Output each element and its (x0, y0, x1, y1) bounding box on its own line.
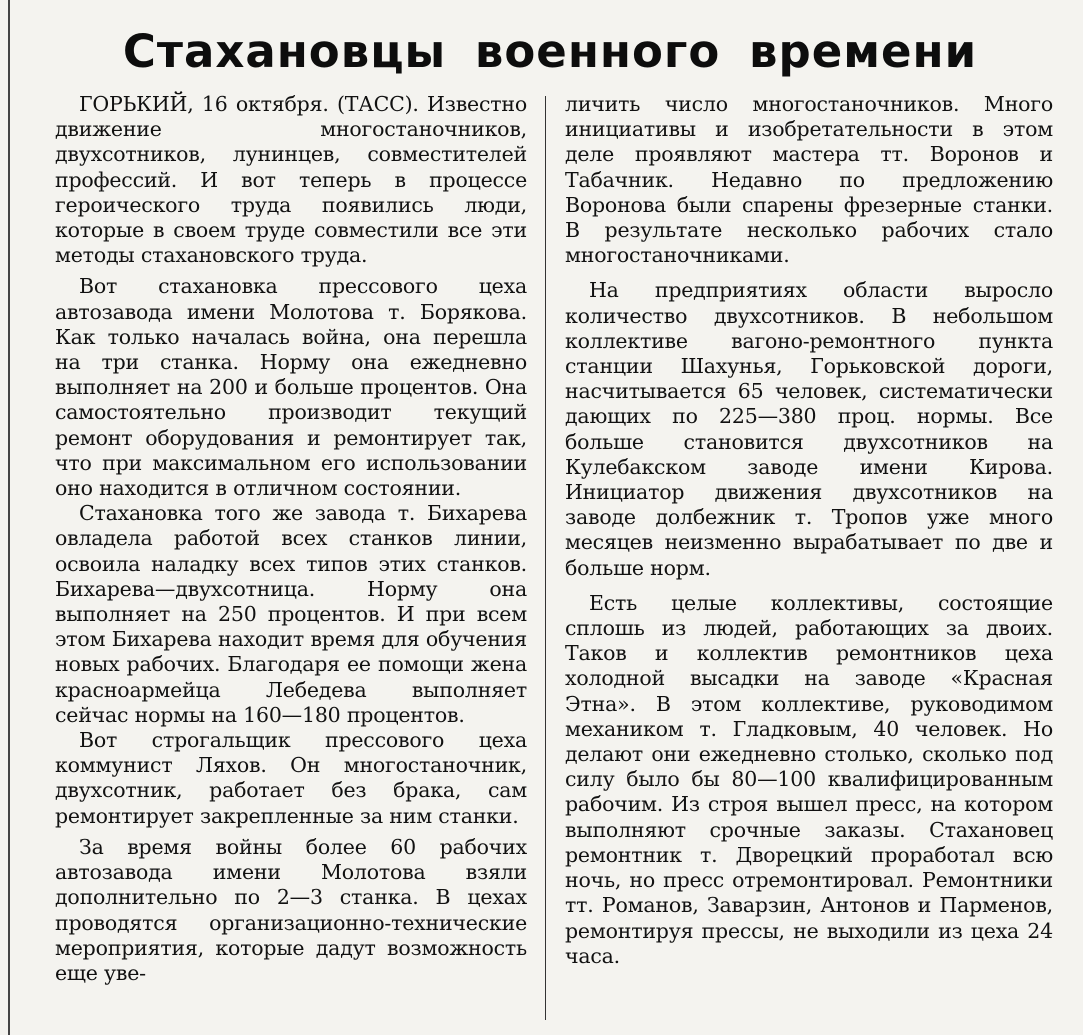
paragraph: На предприятиях области выросло количество двухсотников. В небольшом коллективе вагоно-ремонтного пункта станции Шахунья, Горьковской дороги, насчитывается 65 человек, систематически дающих по 225—380 проц. нормы. Все больше становится двухсотников на Кулебакском заводе имени Кирова. Инициатор движения двухсотников на заводе долбежник т. Тропов уже много месяцев неизменно вырабатывает по две и больше норм. (565, 278, 1053, 580)
article-column-left (55, 92, 527, 986)
article-column-right (565, 92, 1053, 969)
article-headline: Стахановцы военного времени (122, 25, 978, 78)
paragraph: Есть целые коллективы, состоящие сплошь из людей, работающих за двоих. Таков и коллектив ремонтников цеха холодной высадки на заводе «Красная Этна». В этом коллективе, руководимом механиком т. Гладковым, 40 человек. Но делают они ежедневно столько, сколько под силу было бы 80—100 квалифицированным рабочим. Из строя вышел пресс, на котором выполняют срочные заказы. Стахановец ремонтник т. Дворецкий проработал всю ночь, но пресс отремонтировал. Ремонтники тт. Романов, Заварзин, Антонов и Парменов, ремонтируя прессы, не выходили из цеха 24 часа. (565, 590, 1053, 968)
paragraph: За время войны более 60 рабочих автозавода имени Молотова взяли дополнительно по 2—3 станка. В цехах проводятся организационно-технические мероприятия, которые дадут возможность еще уве- (55, 834, 527, 985)
paragraph: Стахановка того же завода т. Бихарева овладела работой всех станков линии, освоила наладку всех типов этих станков. Бихарева—двухсотница. Норму она выполняет на 250 процентов. И при всем этом Бихарева находит время для обучения новых рабочих. Благодаря ее помощи жена красноармейца Лебедева выполняет сейчас нормы на 160—180 процентов. (55, 501, 527, 727)
paragraph-continued: личить число многостаночников. Много инициативы и изобретательности в этом деле проявляют мастера тт. Воронов и Табачник. Недавно по предложению Воронова были спарены фрезерные станки. В результате несколько рабочих стало многостаночниками. (565, 92, 1053, 268)
paragraph: Вот стахановка прессового цеха автозавода имени Молотова т. Борякова. Как только началась война, она перешла на три станка. Норму она ежедневно выполняет на 200 и больше процентов. Она самостоятельно производит текущий ремонт оборудования и ремонтирует так, что при максимальном его использовании оно находится в отличном состоянии. (55, 274, 527, 501)
page-edge-rule (8, 0, 10, 1035)
paragraph: ГОРЬКИЙ, 16 октября. (ТАСС). Известно движение многостаночников, двухсотников, лунинцев, совместителей профессий. И вот теперь в процессе героического труда появились люди, которые в своем труде совместили все эти методы стахановского труда. (55, 92, 527, 268)
paragraph: Вот строгальщик прессового цеха коммунист Ляхов. Он многостаночник, двухсотник, работает без брака, сам ремонтирует закрепленные за ним станки. (55, 728, 527, 828)
column-divider (545, 96, 546, 1020)
